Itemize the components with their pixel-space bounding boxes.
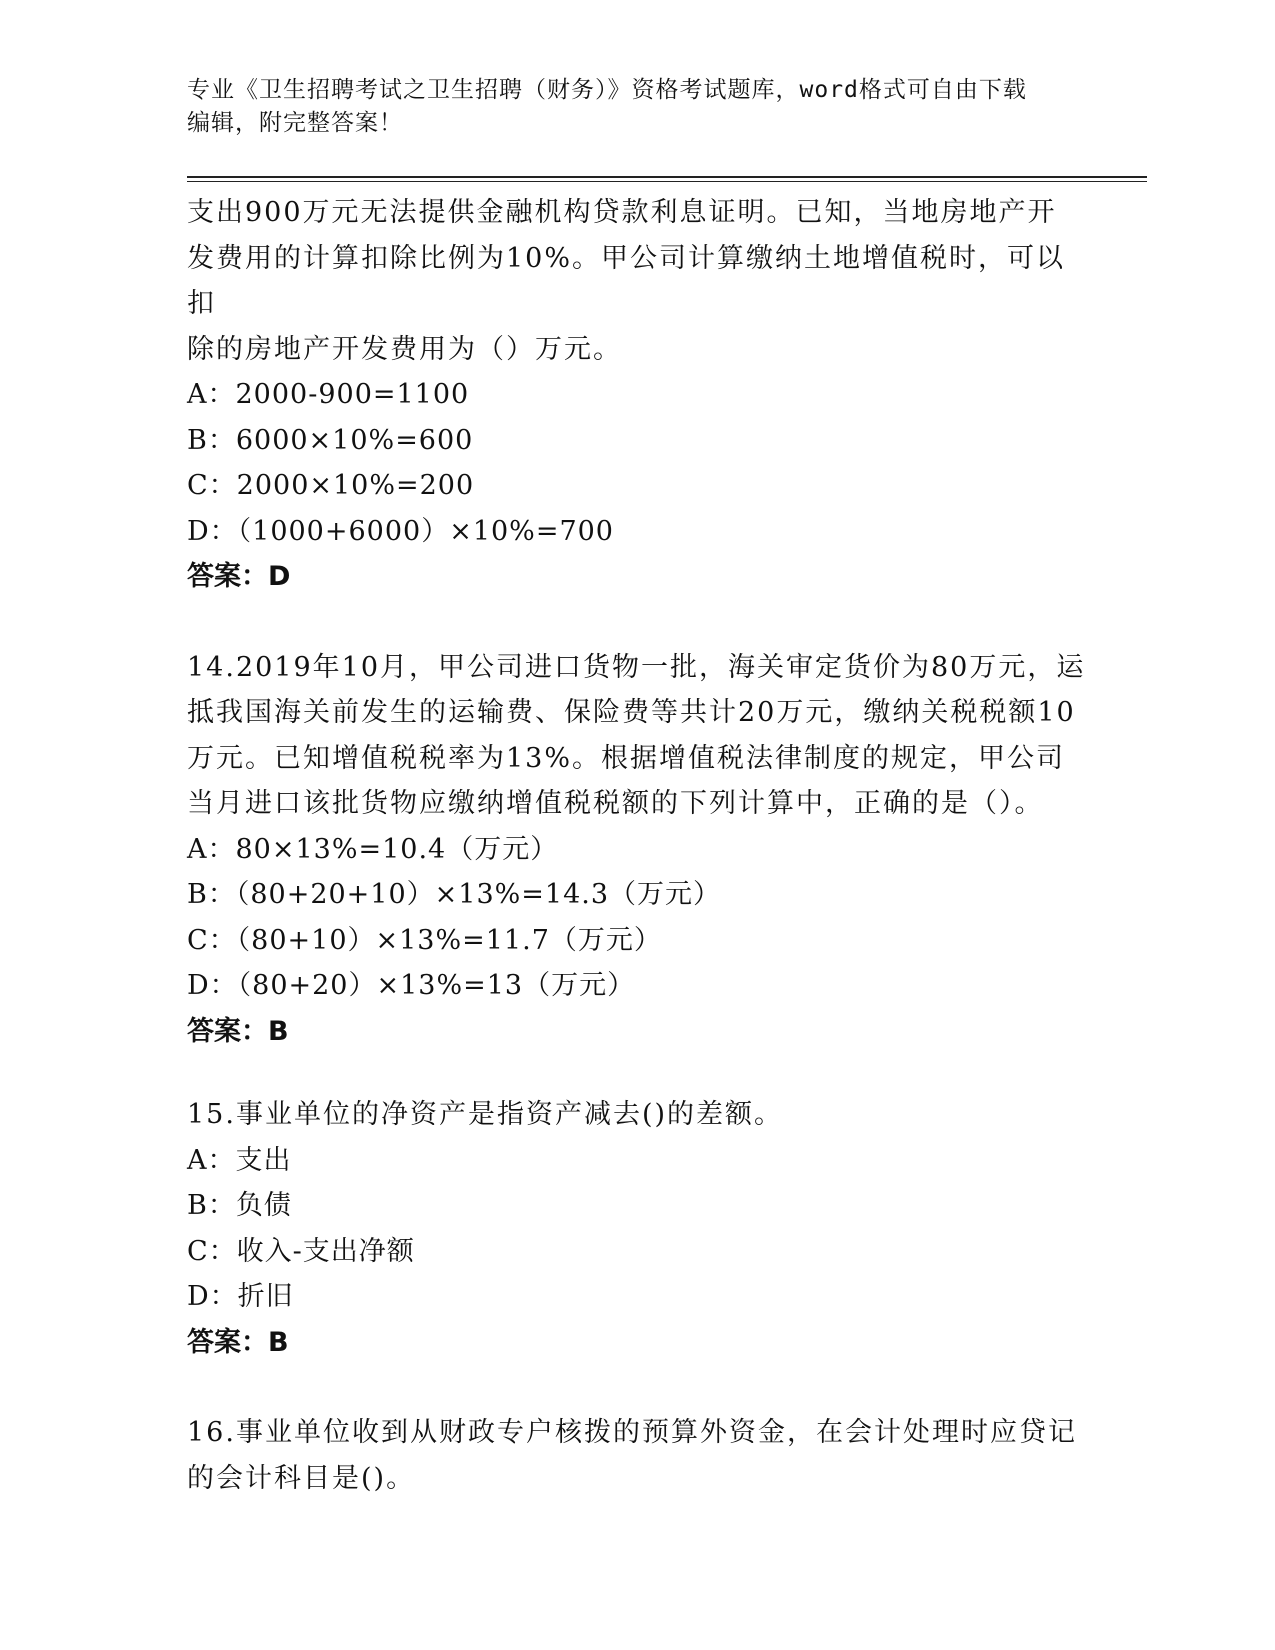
option-d: D：（80+20）×13%=13（万元）	[187, 970, 636, 1001]
option-a: A：支出	[187, 1144, 292, 1176]
question-stem-line: 支出900万元无法提供金融机构贷款利息证明。已知，当地房地产开	[187, 197, 1057, 228]
question-15	[187, 1092, 1087, 1365]
question-stem-line: 16.事业单位收到从财政专户核拨的预算外资金，在会计处理时应贷记	[187, 1417, 1077, 1448]
header-divider-thin	[187, 181, 1147, 182]
question-stem-line: 当月进口该批货物应缴纳增值税税额的下列计算中，正确的是（）。	[187, 788, 1044, 819]
option-d: D：（1000+6000）×10%=700	[187, 515, 614, 547]
answer-line: 答案：B	[187, 1326, 289, 1358]
question-16	[187, 1410, 1087, 1501]
question-stem-line: 除的房地产开发费用为（）万元。	[187, 333, 622, 365]
answer-line: 答案：B	[187, 1015, 289, 1047]
question-stem-line: 万元。已知增值税税率为13%。根据增值税法律制度的规定，甲公司	[187, 742, 1066, 774]
question-13	[187, 190, 1087, 600]
option-a: A：80×13%=10.4（万元）	[187, 833, 559, 865]
header-line-1: 专业《卫生招聘考试之卫生招聘（财务）》资格考试题库，word格式可自由下载	[187, 77, 1027, 103]
spacer	[187, 1054, 1087, 1092]
option-c: C：2000×10%=200	[187, 470, 475, 501]
question-stem-line: 发费用的计算扣除比例为10%。甲公司计算缴纳土地增值税时，可以扣	[187, 242, 1066, 319]
question-stem-line: 抵我国海关前发生的运输费、保险费等共计20万元，缴纳关税税额10	[187, 697, 1076, 728]
spacer	[187, 1365, 1087, 1410]
question-stem-line: 14.2019年10月，甲公司进口货物一批，海关审定货价为80万元，运	[187, 651, 1086, 683]
question-content	[187, 190, 1087, 1501]
header-divider-thick	[187, 176, 1147, 178]
option-d: D：折旧	[187, 1281, 294, 1312]
option-c: C：（80+10）×13%=11.7（万元）	[187, 924, 662, 956]
option-c: C：收入-支出净额	[187, 1235, 415, 1267]
question-stem-line: 的会计科目是()。	[187, 1462, 416, 1494]
answer-line: 答案：D	[187, 561, 291, 592]
question-14	[187, 645, 1087, 1055]
option-b: B：6000×10%=600	[187, 424, 474, 456]
spacer	[187, 600, 1087, 645]
document-header	[187, 74, 1087, 140]
option-a: A：2000-900=1100	[187, 379, 470, 410]
option-b: B：负债	[187, 1190, 292, 1221]
option-b: B：（80+20+10）×13%=14.3（万元）	[187, 879, 722, 910]
question-stem-line: 15.事业单位的净资产是指资产减去()的差额。	[187, 1099, 784, 1130]
header-line-2: 编辑，附完整答案！	[187, 110, 403, 136]
